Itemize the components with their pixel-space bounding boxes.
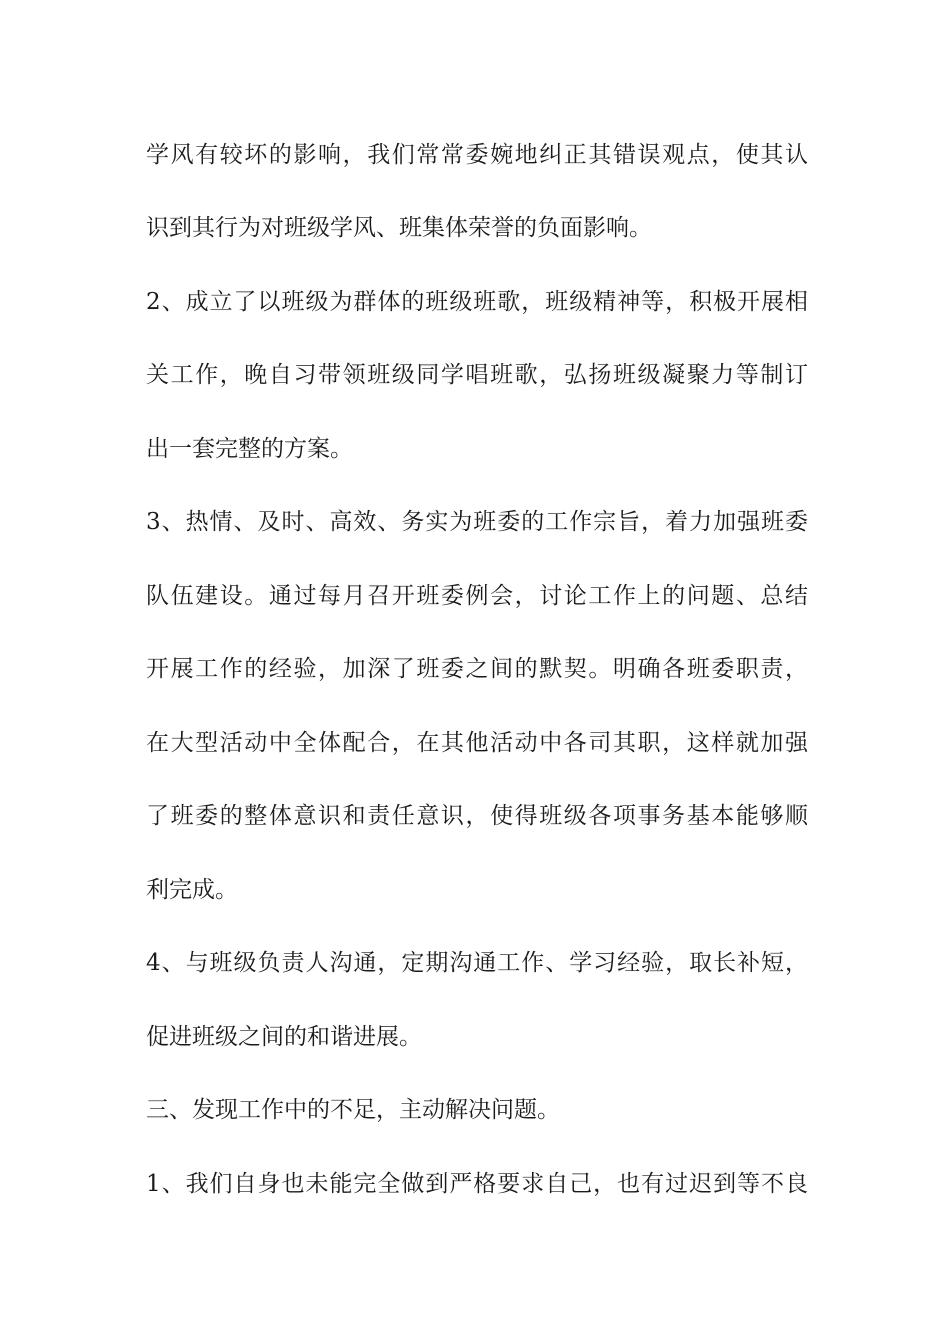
- text-line: 在大型活动中全体配合，在其他活动中各司其职，这样就加强: [146, 730, 808, 756]
- text-line: 队伍建设。通过每月召开班委例会，讨论工作上的问题、总结: [146, 583, 808, 609]
- text-line: 了班委的整体意识和责任意识，使得班级各项事务基本能够顺: [146, 803, 808, 829]
- text-line: 1、我们自身也未能完全做到严格要求自己，也有过迟到等不良: [146, 1171, 808, 1197]
- text-line: 促进班级之间的和谐进展。: [146, 1024, 422, 1050]
- text-line: 利完成。: [146, 877, 238, 903]
- text-line: 出一套完整的方案。: [146, 436, 353, 462]
- text-line: 关工作，晚自习带领班级同学唱班歌，弘扬班级凝聚力等制订: [146, 362, 808, 388]
- text-line: 识到其行为对班级学风、班集体荣誉的负面影响。: [146, 215, 652, 241]
- text-line: 开展工作的经验，加深了班委之间的默契。明确各班委职责，: [146, 656, 808, 682]
- text-line: 2、成立了以班级为群体的班级班歌，班级精神等，积极开展相: [146, 289, 808, 315]
- text-line: 3、热情、及时、高效、务实为班委的工作宗旨，着力加强班委: [146, 509, 808, 535]
- text-line: 4、与班级负责人沟通，定期沟通工作、学习经验，取长补短，: [146, 950, 808, 976]
- section-heading: 三、发现工作中的不足，主动解决问题。: [146, 1097, 560, 1123]
- text-line: 学风有较坏的影响，我们常常委婉地纠正其错误观点，使其认: [146, 142, 808, 168]
